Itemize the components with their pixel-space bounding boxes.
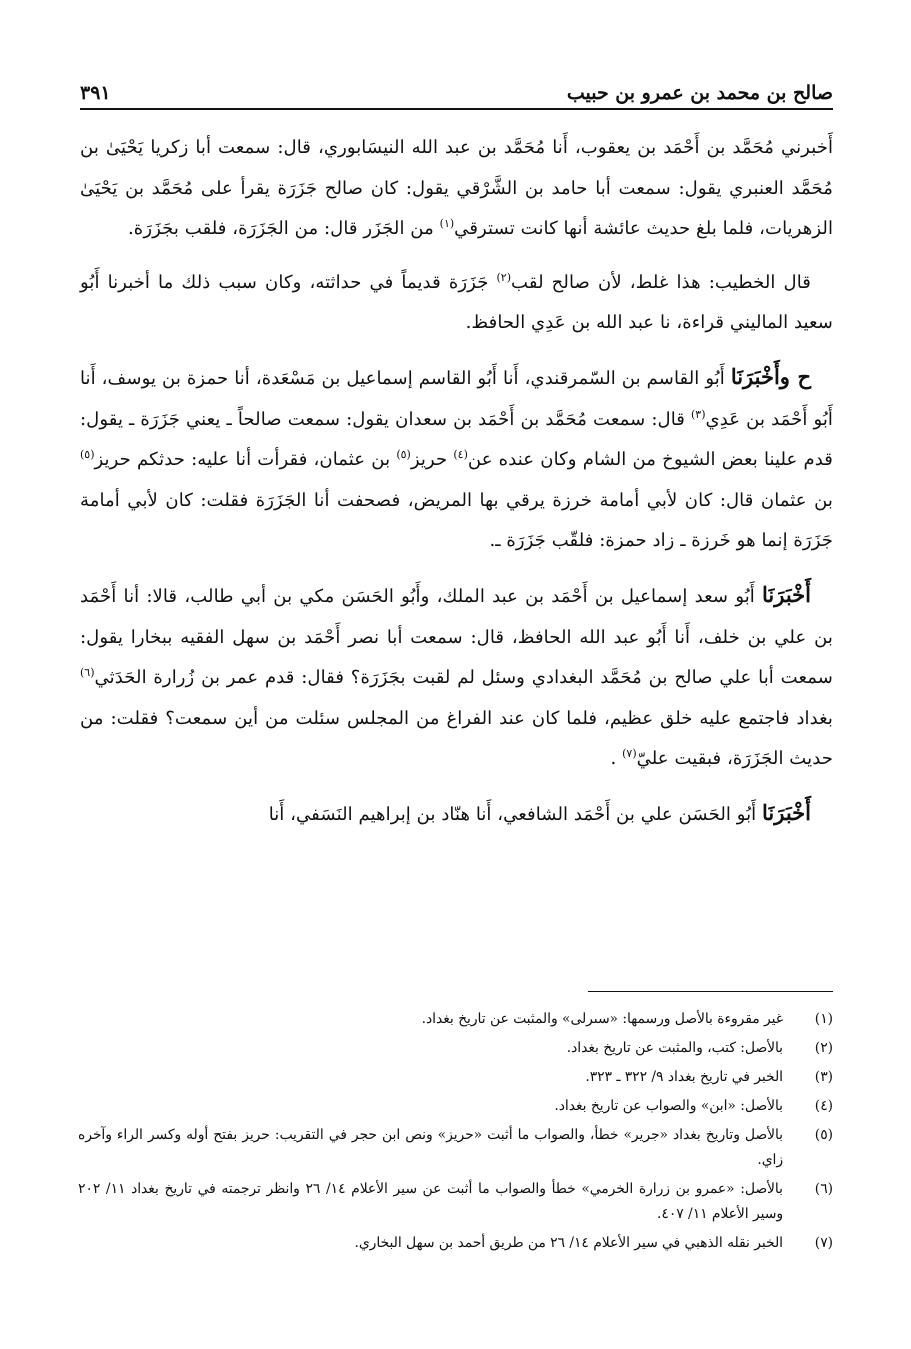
paragraph-3 <box>80 357 833 562</box>
footnote-item <box>78 1123 833 1173</box>
footnote-text: بالأصل وتاريخ بغداد «جرير» خطأ، والصواب ما أثبت «حريز» ونص ابن حجر في التقريب: حريز بفتح أوله وكسر الراء وآخره زاي. <box>78 1127 783 1168</box>
footnote-text: بالأصل: كتب، والمثبت عن تاريخ بغداد. <box>566 1040 783 1056</box>
footnote-number: (٥) <box>814 1127 833 1143</box>
main-text <box>80 128 833 836</box>
footnote-text: الخبر نقله الذهبي في سير الأعلام ١٤/ ٢٦ من طريق أحمد بن سهل البخاري. <box>354 1235 783 1251</box>
paragraph-4-text-a: أَبُو سعد إسماعيل بن أَحْمَد بن عبد الملك، وأَبُو الحَسَن مكي بن أبي طالب، قالا: أنا أَحْمَد بن علي بن خلف، أَنا أَبُو عبد الله الحافظ، قال: سمعت أبا نصر أَحْمَد بن سهل الفقيه ببخارا يقول: سمعت أبا علي صالح بن مُحَمَّد البغدادي وسئل لم لقبت بجَزَرَة؟ فقال: قدم عمر بن زُرارة الحَدَثي <box>80 585 833 689</box>
footnote-ref-5b: (٥) <box>80 448 95 462</box>
paragraph-1 <box>80 128 833 250</box>
footnote-text: الخبر في تاريخ بغداد ٩/ ٣٢٢ ـ ٣٢٣. <box>585 1069 783 1085</box>
footnote-ref-6: (٦) <box>80 666 95 680</box>
footnote-ref-1: (١) <box>439 217 455 231</box>
footnote-number: (٦) <box>814 1181 833 1197</box>
footnote-item <box>78 1177 833 1227</box>
paragraph-4-text-c: . <box>610 748 623 770</box>
footnote-item <box>78 1036 833 1061</box>
footnote-text: بالأصل: «ابن» والصواب عن تاريخ بغداد. <box>554 1098 783 1114</box>
page-number: ٣٩١ <box>80 82 111 104</box>
page-header <box>80 74 833 104</box>
footnotes <box>78 1007 833 1260</box>
paragraph-4 <box>80 575 833 780</box>
paragraph-5 <box>80 793 833 836</box>
paragraph-1-text-b: من الجَزَر قال: من الجَزَرَة، فلقب بجَزَرَة. <box>128 218 440 240</box>
footnote-number: (١) <box>814 1011 833 1027</box>
paragraph-3-text-e: بن عثمان قال: كان لأبي أمامة خرزة يرقي بها المريض، فصحفت أنا الجَزَرَة فقلت: كان لأبي أمامة جَزَرَة إنما هو خَرزة ـ زاد حمزة: فلقّب جَزَرَة ـ. <box>80 489 833 552</box>
footnote-ref-2: (٢) <box>496 270 512 284</box>
footnote-ref-7: (٧) <box>622 747 637 761</box>
header-rule <box>80 108 833 110</box>
paragraph-3-text-d: بن عثمان، فقرأت أنا عليه: حدثكم حريز <box>94 449 397 471</box>
footnote-item <box>78 1007 833 1032</box>
footnote-item <box>78 1065 833 1090</box>
paragraph-3-text-a: أَبُو القاسم بن السّمرقندي، أَنا أَبُو القاسم إسماعيل بن مَسْعَدة، أنا حمزة بن يوسف، أَنا أَبُو أَحْمَد بن عَدِي <box>80 367 833 430</box>
footnote-item <box>78 1231 833 1256</box>
footnote-text: غير مقروءة بالأصل ورسمها: «سىرلى» والمثبت عن تاريخ بغداد. <box>421 1011 783 1027</box>
paragraph-3-text-c: حريز <box>410 449 454 471</box>
footnote-item <box>78 1094 833 1119</box>
footnote-rule <box>588 991 833 992</box>
footnote-ref-4: (٤) <box>453 448 468 462</box>
running-title: صالح بن محمد بن عمرو بن حبيب <box>566 82 833 104</box>
paragraph-2-text-a: قال الخطيب: هذا غلط، لأن صالح لقب <box>511 271 811 293</box>
footnote-number: (٧) <box>814 1235 833 1251</box>
paragraph-3-lead: ح وأَخْبَرَنَا <box>730 363 811 389</box>
footnote-number: (٣) <box>814 1069 833 1085</box>
paragraph-4-text-b: بغداد فاجتمع عليه خلق عظيم، فلما كان عند الفراغ من المجلس سئلت من أين سمعت؟ فقلت: من حديث الجَزَرَة، فبقيت عليّ <box>80 707 833 770</box>
paragraph-2-text-b: جَزَرَة قديماً في حداثته، وكان سبب ذلك ما أخبرنا أَبُو سعيد الماليني قراءة، نا عبد الله بن عَدِي الحافظ. <box>80 271 833 334</box>
paragraph-3-text-b: قال: سمعت مُحَمَّد بن أَحْمَد بن سعدان يقول: سمعت صالحاً ـ يعني جَزَرَة ـ يقول: قدم علينا بعض الشيوخ من الشام وكان عنده عن <box>80 408 833 471</box>
paragraph-4-lead: أَخْبَرَنَا <box>762 581 811 607</box>
paragraph-5-lead: أَخْبَرَنَا <box>762 799 811 825</box>
footnote-ref-3: (٣) <box>690 407 706 421</box>
paragraph-1-text-a: أَخبرني مُحَمَّد بن أَحْمَد بن يعقوب، أَنا مُحَمَّد بن عبد الله النيسَابوري، قال: سمعت أبا زكريا يَحْيَىٰ بن مُحَمَّد العنبري يقول: سمعت أبا حامد بن الشَّرْقي يقول: كان صالح جَزَرَة يقرأ على مُحَمَّد بن يَحْيَىٰ الزهريات، فلما بلغ حديث عائشة أنها كانت تسترقي <box>80 137 833 240</box>
footnote-number: (٢) <box>814 1040 833 1056</box>
footnote-ref-5a: (٥) <box>396 448 411 462</box>
footnote-number: (٤) <box>814 1098 833 1114</box>
footnote-text: بالأصل: «عمرو بن زرارة الخرمي» خطأ والصواب ما أثبت عن سير الأعلام ١٤/ ٢٦ وانظر ترجمته في تاريخ بغداد ١١/ ٢٠٢ وسير الأعلام ١١/ ٤٠٧. <box>78 1181 783 1222</box>
paragraph-5-text-a: أَبُو الحَسَن علي بن أَحْمَد الشافعي، أَنا هنّاد بن إبراهيم النَسَفي، أَنا <box>268 803 763 825</box>
paragraph-2 <box>80 263 833 344</box>
